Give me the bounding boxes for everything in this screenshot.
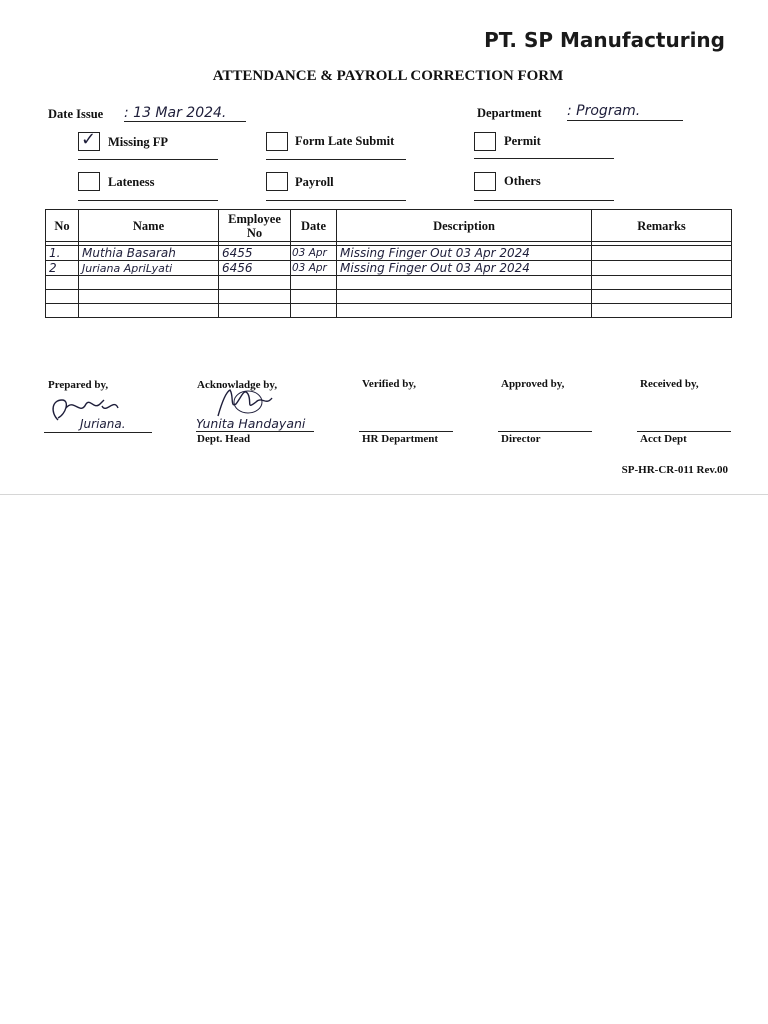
checkbox-box[interactable] [78,129,100,151]
page-edge-divider [0,494,768,495]
table-row [46,276,732,290]
checkbox-form-late-submit[interactable] [266,132,288,151]
column-header-name: Name [79,210,219,242]
column-header-employee-no [219,210,291,242]
document-code: SP-HR-CR-011 Rev.00 [621,464,728,476]
cell-remarks [592,246,732,261]
checkbox-label: Lateness [108,175,155,189]
signature-line [359,431,453,432]
table-header-row [46,210,732,242]
department-label: Department [477,106,542,120]
underline [78,159,218,160]
department-field [567,102,683,121]
checkbox-label: Missing FP [108,135,169,149]
received-role: Acct Dept [640,433,687,445]
checkbox-payroll[interactable] [266,172,288,191]
verified-role: HR Department [362,433,439,445]
date-issue-field [124,104,246,122]
checkbox-label: Others [504,174,541,188]
received-by-label: Received by, [640,378,699,390]
table-row [46,261,732,276]
underline [474,200,614,201]
cell-no: 2 [46,261,79,276]
cell-name: Juriana ApriLyati [79,261,219,276]
checkbox-label: Permit [504,134,541,148]
acknowledged-role: Dept. Head [197,433,251,445]
cell-employee-no: 6456 [219,261,291,276]
cell-no: 1. [46,246,79,261]
cell-employee-no: 6455 [219,246,291,261]
checkbox-lateness[interactable] [78,172,100,191]
checkbox-label: Payroll [295,175,334,189]
form-title: ATTENDANCE & PAYROLL CORRECTION FORM [212,68,564,84]
approved-by-label: Approved by, [501,378,565,390]
column-header-no: No [46,210,79,242]
underline [78,200,218,201]
underline [266,200,406,201]
table-row [46,304,732,318]
column-header-date: Date [291,210,337,242]
signature-line [498,431,592,432]
underline [266,159,406,160]
checkbox-permit[interactable] [474,132,496,151]
cell-remarks [592,261,732,276]
company-name: PT. SP Manufacturing [484,28,725,52]
underline [474,158,614,159]
cell-name: Muthia Basarah [79,246,219,261]
cell-description: Missing Finger Out 03 Apr 2024 [337,246,592,261]
table-row [46,290,732,304]
check-mark-icon: ✓ [81,129,97,150]
acknowledged-signature-icon [200,384,290,420]
acknowledged-by-label: Acknowladge by, [197,379,278,391]
signature-line [637,431,731,432]
cell-description: Missing Finger Out 03 Apr 2024 [337,261,592,276]
cell-date: 03 Apr [291,261,337,276]
cell-date: 03 Apr [291,246,337,261]
column-header-description: Description [337,210,592,242]
prepared-by-name: Juriana. [80,417,126,431]
date-issue-label: Date Issue [48,107,104,121]
checkbox-label: Form Late Submit [295,134,395,148]
signature-line [44,432,152,433]
column-header-remarks: Remarks [592,210,732,242]
approved-role: Director [501,433,541,445]
signature-line [196,431,314,432]
column-header-employee-line2: No [246,225,263,240]
prepared-by-label: Prepared by, [48,379,109,391]
table-row [46,246,732,261]
department-value: : Program. [567,103,641,119]
acknowledged-by-name: Yunita Handayani [196,416,306,431]
checkbox-missing-fp[interactable] [78,129,100,151]
verified-by-label: Verified by, [362,378,416,390]
checkbox-others[interactable] [474,172,496,191]
correction-table [45,209,732,318]
date-issue-value: : 13 Mar 2024. [124,105,227,121]
column-header-employee-line1: Employee [228,211,281,226]
